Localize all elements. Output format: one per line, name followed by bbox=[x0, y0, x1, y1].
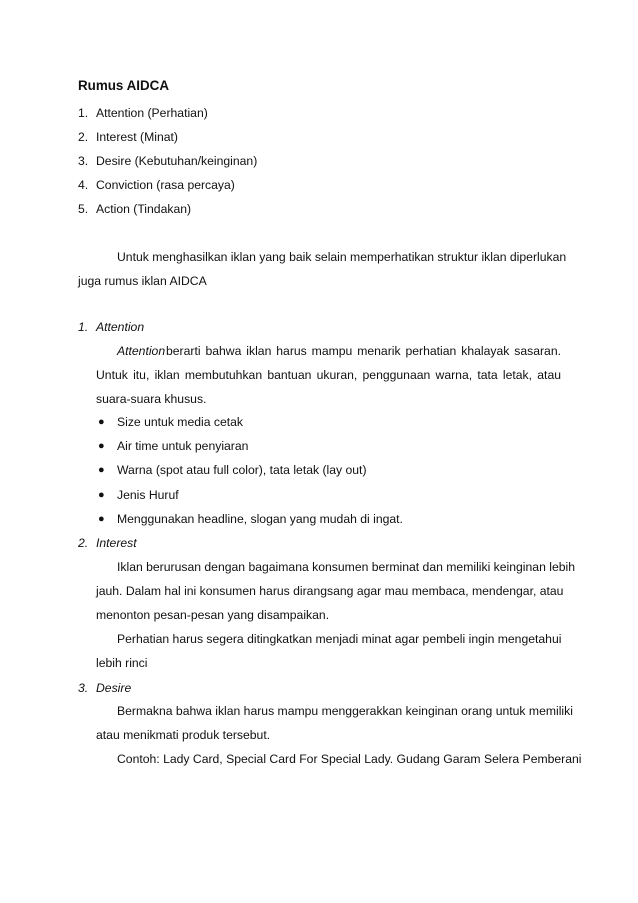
paragraph-line: Bermakna bahwa iklan harus mampu menggerakkan keinginan orang untuk memiliki bbox=[117, 704, 573, 718]
bullet-icon: ● bbox=[98, 489, 105, 501]
bullet-item: Jenis Huruf bbox=[117, 488, 179, 502]
lead-word: Attention bbox=[117, 344, 166, 358]
section-number: 2. bbox=[78, 536, 89, 550]
section-number: 1. bbox=[78, 320, 89, 334]
paragraph-line: Perhatian harus segera ditingkatkan menjadi minat agar pembeli ingin mengetahui bbox=[117, 632, 562, 646]
list-item: Attention (Perhatian) bbox=[96, 106, 208, 120]
bullet-item: Menggunakan headline, slogan yang mudah di ingat. bbox=[117, 512, 403, 526]
list-number: 2. bbox=[78, 130, 89, 144]
bullet-icon: ● bbox=[98, 464, 105, 476]
bullet-icon: ● bbox=[98, 513, 105, 525]
list-item: Conviction (rasa percaya) bbox=[96, 178, 235, 192]
document-title: Rumus AIDCA bbox=[78, 78, 170, 93]
bullet-item: Air time untuk penyiaran bbox=[117, 439, 249, 453]
paragraph-line: Contoh: Lady Card, Special Card For Special Lady. Gudang Garam Selera Pemberani bbox=[117, 752, 582, 766]
bullet-item: Size untuk media cetak bbox=[117, 415, 244, 429]
list-item: Interest (Minat) bbox=[96, 130, 178, 144]
list-item: Desire (Kebutuhan/keinginan) bbox=[96, 154, 258, 168]
bullet-icon: ● bbox=[98, 440, 105, 452]
list-item: Action (Tindakan) bbox=[96, 202, 192, 216]
list-number: 5. bbox=[78, 202, 89, 216]
list-number: 3. bbox=[78, 154, 89, 168]
paragraph-line: lebih rinci bbox=[96, 656, 148, 670]
paragraph-line: jauh. Dalam hal ini konsumen harus dirangsang agar mau membaca, mendengar, atau bbox=[96, 584, 564, 598]
list-number: 4. bbox=[78, 178, 89, 192]
intro-line: juga rumus iklan AIDCA bbox=[78, 274, 207, 288]
list-number: 1. bbox=[78, 106, 89, 120]
paragraph-line: Untuk itu, iklan membutuhkan bantuan ukuran, penggunaan warna, tata letak, atau bbox=[96, 368, 561, 382]
section-heading: Desire bbox=[96, 681, 132, 695]
paragraph-line: berarti bahwa iklan harus mampu menarik perhatian khalayak sasaran. bbox=[166, 344, 561, 358]
intro-line: Untuk menghasilkan iklan yang baik selain memperhatikan struktur iklan diperlukan bbox=[117, 250, 567, 264]
paragraph-line: Iklan berurusan dengan bagaimana konsumen berminat dan memiliki keinginan lebih bbox=[117, 560, 575, 574]
bullet-item: Warna (spot atau full color), tata letak (lay out) bbox=[117, 463, 367, 477]
paragraph-line: menonton pesan-pesan yang disampaikan. bbox=[96, 608, 330, 622]
bullet-icon: ● bbox=[98, 416, 105, 428]
section-number: 3. bbox=[78, 681, 89, 695]
section-heading: Attention bbox=[96, 320, 145, 334]
section-heading: Interest bbox=[96, 536, 137, 550]
paragraph-line: atau menikmati produk tersebut. bbox=[96, 728, 271, 742]
paragraph-line: suara-suara khusus. bbox=[96, 392, 207, 406]
